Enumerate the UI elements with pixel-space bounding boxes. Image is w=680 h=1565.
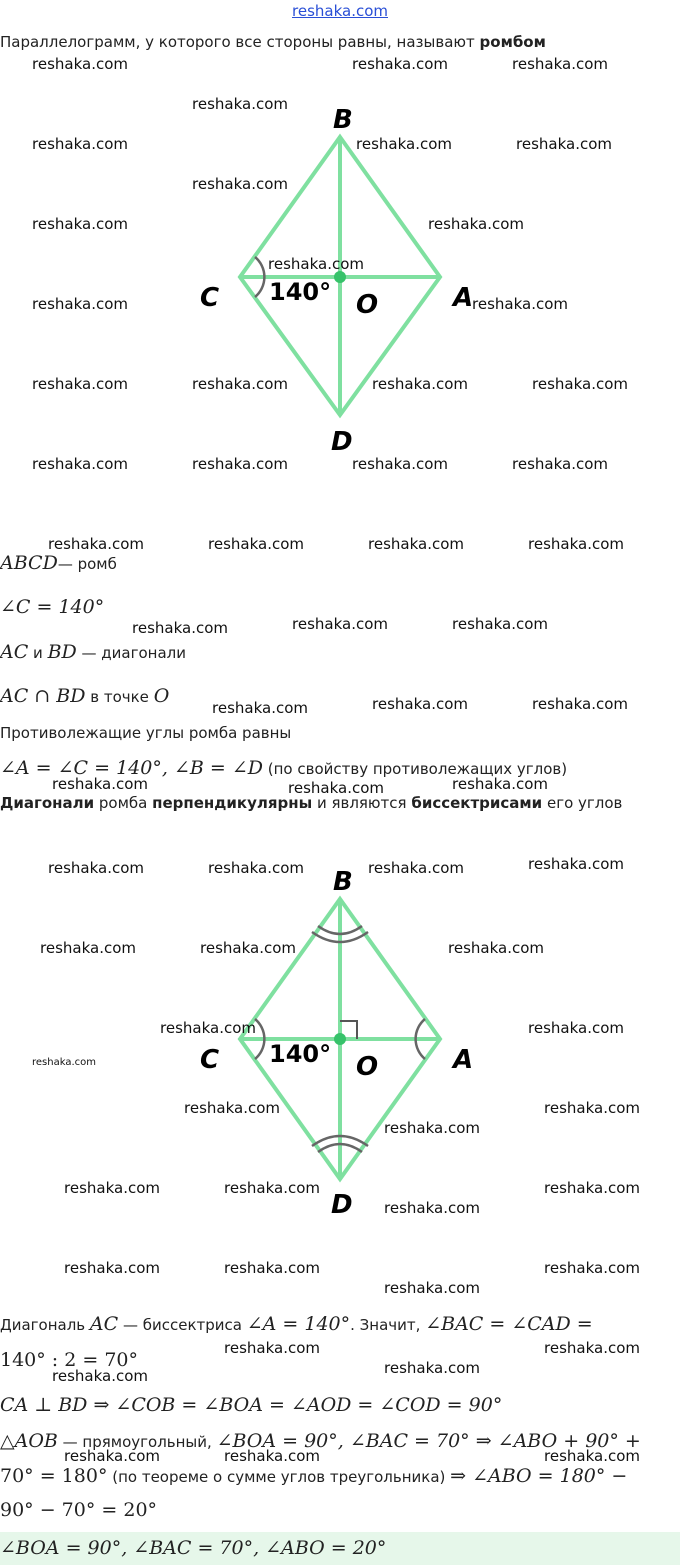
text-right-triangle: — прямоугольный, — [57, 1433, 217, 1451]
watermark: reshaka.com — [132, 619, 228, 637]
math-triangle-angles: ∠BOA = 90°, ∠BAC = 70° ⇒ ∠ABO + 90° + — [216, 1430, 641, 1452]
intro-bold: ромбом — [479, 33, 546, 51]
watermark: reshaka.com — [268, 255, 364, 273]
watermark: reshaka.com — [192, 455, 288, 473]
watermark: reshaka.com — [64, 1447, 160, 1465]
watermark: reshaka.com — [532, 695, 628, 713]
angle-value-2: 140° — [269, 1040, 332, 1068]
watermark: reshaka.com — [544, 1447, 640, 1465]
math-bd: BD — [47, 641, 77, 663]
watermark: reshaka.com — [224, 1259, 320, 1277]
line-result — [0, 1500, 157, 1521]
watermark: reshaka.com — [212, 699, 308, 717]
watermark: reshaka.com — [352, 55, 448, 73]
label-o-1: O — [356, 290, 379, 320]
watermark: reshaka.com — [544, 1339, 640, 1357]
watermark: reshaka.com — [40, 939, 136, 957]
watermark: reshaka.com — [32, 135, 128, 153]
watermark: reshaka.com — [356, 135, 452, 153]
label-a-2: A — [453, 1045, 474, 1075]
site-link[interactable]: reshaka.com — [292, 2, 388, 20]
line-bisector — [0, 1314, 593, 1335]
watermark: reshaka.com — [544, 1099, 640, 1117]
math-result: 90° − 70° = 20° — [0, 1499, 158, 1521]
bold-diagonals: Диагонали — [0, 794, 95, 812]
math-sum-180: 70° = 180° — [0, 1465, 108, 1487]
angle-value-1: 140° — [269, 278, 332, 306]
watermark: reshaka.com — [48, 535, 144, 553]
line-rhombus — [0, 553, 117, 574]
label-c-1: C — [200, 283, 220, 313]
watermark: reshaka.com — [192, 175, 288, 193]
text-rhomb: — ромб — [57, 555, 117, 573]
bold-bisectors: биссектрисами — [411, 794, 543, 812]
watermark: reshaka.com — [160, 1019, 256, 1037]
math-angle-c: ∠C = 140° — [0, 596, 105, 618]
line-diagonals — [0, 642, 186, 663]
watermark: reshaka.com — [352, 455, 448, 473]
math-half-angle: 140° : 2 = 70° — [0, 1349, 139, 1371]
watermark: reshaka.com — [32, 1057, 96, 1068]
watermark: reshaka.com — [48, 859, 144, 877]
math-ac: AC — [0, 641, 29, 663]
text-opposite-angles: Противолежащие углы ромба равны — [0, 724, 292, 742]
watermark: reshaka.com — [452, 615, 548, 633]
watermark: reshaka.com — [528, 1019, 624, 1037]
text-property: (по свойству противолежащих углов) — [262, 760, 568, 778]
answer-box — [0, 1532, 680, 1565]
label-d-2: D — [331, 1190, 353, 1220]
watermark: reshaka.com — [448, 939, 544, 957]
math-abcd: ABCD — [0, 552, 58, 574]
answer-line — [0, 1538, 386, 1559]
watermark: reshaka.com — [208, 535, 304, 553]
watermark: reshaka.com — [428, 215, 524, 233]
label-c-2: C — [200, 1045, 220, 1075]
math-intersection: AC ∩ BD — [0, 685, 86, 707]
watermark: reshaka.com — [64, 1179, 160, 1197]
rhombus-figure-1 — [200, 105, 473, 457]
math-bac-cad: ∠BAC = ∠CAD = — [425, 1313, 593, 1335]
watermark: reshaka.com — [528, 855, 624, 873]
watermark: reshaka.com — [292, 615, 388, 633]
watermark: reshaka.com — [200, 939, 296, 957]
watermark: reshaka.com — [32, 375, 128, 393]
watermark: reshaka.com — [372, 695, 468, 713]
watermark: reshaka.com — [32, 55, 128, 73]
center-dot-2 — [334, 1033, 346, 1045]
math-ac-2: AC — [89, 1313, 119, 1335]
math-perpendicular: CA ⊥ BD ⇒ ∠COB = ∠BOA = ∠AOD = ∠COD = 90° — [0, 1394, 503, 1416]
line-angle-c — [0, 597, 104, 618]
text-at-point: в точке — [85, 688, 154, 706]
label-d-1: D — [331, 427, 353, 457]
text-of-rhombus: ромба — [94, 794, 153, 812]
label-b-2: B — [333, 867, 353, 897]
watermark: reshaka.com — [224, 1339, 320, 1357]
watermark: reshaka.com — [512, 55, 608, 73]
watermark: reshaka.com — [384, 1199, 480, 1217]
text-diagonals: — диагонали — [76, 644, 187, 662]
watermark: reshaka.com — [52, 775, 148, 793]
watermark: reshaka.com — [384, 1279, 480, 1297]
watermark: reshaka.com — [384, 1119, 480, 1137]
text-therefore: . Значит, — [350, 1316, 426, 1334]
line-intersection — [0, 686, 169, 707]
watermark: reshaka.com — [516, 135, 612, 153]
math-triangle-aob: △AOB — [0, 1430, 58, 1452]
math-o: O — [153, 685, 170, 707]
watermark: reshaka.com — [528, 535, 624, 553]
watermark: reshaka.com — [372, 375, 468, 393]
watermark: reshaka.com — [544, 1259, 640, 1277]
watermark: reshaka.com — [32, 295, 128, 313]
label-o-2: O — [356, 1052, 379, 1082]
math-answer: ∠BOA = 90°, ∠BAC = 70°, ∠ABO = 20° — [0, 1537, 387, 1559]
watermark: reshaka.com — [368, 859, 464, 877]
watermark: reshaka.com — [64, 1259, 160, 1277]
math-angle-a: ∠A = 140° — [246, 1313, 351, 1335]
watermark: reshaka.com — [208, 859, 304, 877]
watermark: reshaka.com — [32, 215, 128, 233]
watermark: reshaka.com — [192, 95, 288, 113]
rhombus-figure-2 — [200, 867, 473, 1220]
watermark: reshaka.com — [184, 1099, 280, 1117]
label-b-1: B — [333, 105, 353, 135]
watermark: reshaka.com — [368, 535, 464, 553]
math-angle-equality: ∠A = ∠C = 140°, ∠B = ∠D — [0, 757, 263, 779]
watermark: reshaka.com — [224, 1179, 320, 1197]
intro-plain: Параллелограмм, у которого все стороны равны, называют — [0, 33, 480, 51]
bold-perpendicular: перпендикулярны — [152, 794, 313, 812]
watermark: reshaka.com — [192, 375, 288, 393]
text-bisector: — биссектриса — [118, 1316, 247, 1334]
line-opposite-angles — [0, 723, 291, 743]
label-a-1: A — [453, 283, 474, 313]
math-abo-calc: ⇒ ∠ABO = 180° − — [450, 1465, 628, 1487]
text-and: и — [28, 644, 48, 662]
watermark: reshaka.com — [532, 375, 628, 393]
watermark: reshaka.com — [224, 1447, 320, 1465]
watermark: reshaka.com — [32, 455, 128, 473]
text-its-angles: его углов — [542, 794, 623, 812]
watermark: reshaka.com — [384, 1359, 480, 1377]
watermark: reshaka.com — [512, 455, 608, 473]
text-theorem: (по теореме о сумме углов треугольника) — [107, 1468, 451, 1486]
line-perpendicular — [0, 1395, 502, 1416]
text-and-are: и являются — [312, 794, 412, 812]
watermark: reshaka.com — [472, 295, 568, 313]
watermark: reshaka.com — [452, 775, 548, 793]
watermark: reshaka.com — [288, 779, 384, 797]
watermark: reshaka.com — [52, 1367, 148, 1385]
line-angle-sum — [0, 1466, 627, 1487]
text-diagonal: Диагональ — [0, 1316, 90, 1334]
watermark: reshaka.com — [544, 1179, 640, 1197]
